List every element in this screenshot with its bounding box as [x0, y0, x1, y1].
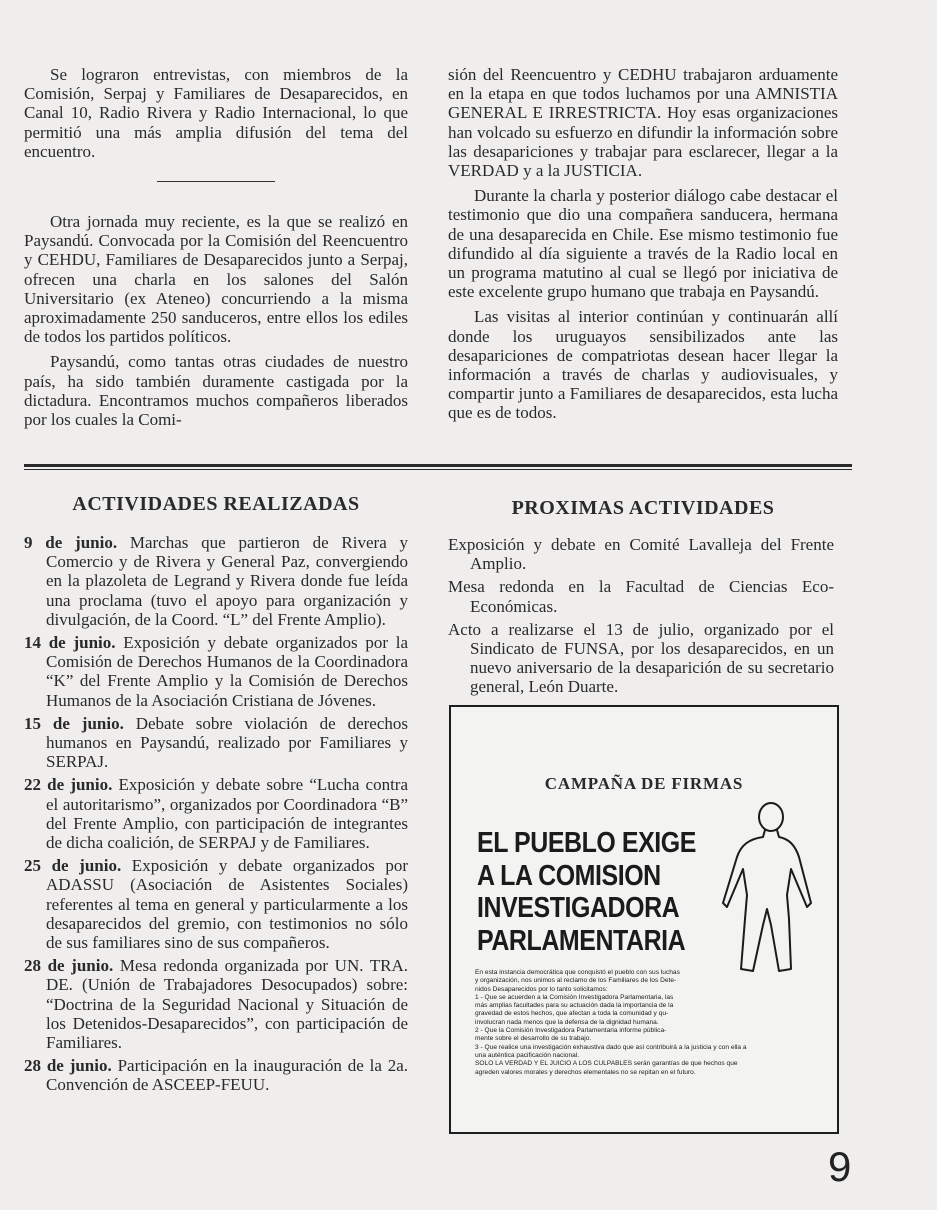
activity-date: 28 de junio.: [24, 956, 114, 976]
petition-line: nidos Desaparecidos por lo tanto solicitamos:: [475, 985, 608, 993]
activity-text: Participación en la inauguración de la 2a. Convención de ASCEEP-FEUU.: [46, 1056, 408, 1095]
petition-line: agreden valores morales y derechos elementales no se repitan en el futuro.: [475, 1068, 696, 1076]
article-paragraph: Las visitas al interior continúan y continuarán allí donde los uruguayos sensibilizados ante las desapariciones de compatriotas desean hacer llegar la información a través de charlas y audiovisuales, y compartir junto a Familiares de desaparecidos, esta lucha que es de todos.: [448, 307, 838, 423]
petition-line: SOLO LA VERDAD Y EL JUICIO A LOS CULPABLES serán garantías de que hechos que: [475, 1060, 738, 1068]
activity-text: Exposición y debate organizados por ADASSU (Asociación de Asistentes Sociales) referentes al tema en general y particularmente a los desaparecidos del gremio, con testimonios no sólo de sus familiares sino de sus compañeros.: [46, 856, 408, 953]
article-column-top-left: [24, 65, 408, 429]
upcoming-activity-item: Mesa redonda en la Facultad de Ciencias Eco-Económicas.: [448, 577, 834, 616]
upcoming-activity-item: Acto a realizarse el 13 de julio, organizado por el Sindicato de FUNSA, por los desaparecidos, en un nuevo aniversario de la desaparición de su secretario general, León Duarte.: [448, 619, 834, 697]
poster-title: CAMPAÑA DE FIRMAS: [544, 774, 744, 793]
human-silhouette-icon: [713, 799, 823, 977]
article-paragraph: sión del Reencuentro y CEDHU trabajaron arduamente en la etapa en que todos luchamos por una AMNISTIA GENERAL E IRRESTRICTA. Hoy esas organizaciones han volcado su esfuerzo en difundir la información sobre las desapariciones y trabajar para esclarecer, llegar a la VERDAD y a la JUSTICIA.: [448, 65, 838, 181]
petition-line: mente sobre el desarrollo de su trabajo.: [475, 1035, 592, 1043]
activity-date: 25 de junio.: [24, 856, 122, 876]
activity-item: [24, 956, 408, 1052]
page-number: 9: [828, 1143, 852, 1190]
headline-line: EL PUEBLO EXIGE: [477, 827, 696, 859]
headline-line: A LA COMISION: [477, 859, 661, 892]
activity-item: [24, 1056, 408, 1094]
activity-date: 22 de junio.: [24, 775, 113, 795]
activity-text: Exposición y debate organizados por la Comisión de Derechos Humanos de la Coordinadora “K” del Frente Amplio y la Comisión de Derechos Humanos de la Asociación Cristiana de Jóvenes.: [46, 633, 408, 710]
article-paragraph: Otra jornada muy reciente, es la que se realizó en Paysandú. Convocada por la Comisión del Reencuentro y CEHDU, Familiares de Desaparecidos junto a Serpaj, ofrecen una charla en los salones del Salón Universitario (ex Ateneo) concurriendo a la misma aproximadamente 250 sanduceros, entre ellos los ediles de todos los partidos políticos.: [24, 212, 408, 347]
petition-line: y organización, nos unimos al reclamo de los Familiares de los Dete-: [475, 977, 677, 985]
activity-date: 14 de junio.: [24, 633, 116, 653]
petition-line: gravedad de estos hechos, que afectan a toda la comunidad y qu-: [475, 1010, 669, 1018]
actividades-realizadas-list: [24, 533, 408, 1099]
activity-item: [24, 775, 408, 852]
horizontal-double-rule: [24, 464, 852, 470]
petition-line: involucran nada menos que la defensa de la dignidad humana.: [475, 1018, 659, 1026]
petition-line: 3 - Que realice una investigación exhaustiva dado que así contribuirá a la justicia y con ella a: [475, 1043, 747, 1051]
activity-text: Exposición y debate sobre “Lucha contra el autoritarismo”, organizados por Coordinadora “B” del Frente Amplio, con participación de integrantes de dicha coalición, de SERPAJ y de Familiares.: [46, 775, 409, 853]
headline-line: PARLAMENTARIA: [477, 924, 686, 957]
activity-item: [24, 533, 408, 629]
petition-line: 2 - Que la Comisión Investigadora Parlamentaria informe pública-: [475, 1027, 667, 1035]
activity-date: 15 de junio.: [24, 713, 124, 733]
poster-petition-text: [475, 969, 815, 1077]
petition-line: En esta instancia democrática que conquistó el pueblo con sus luchas: [475, 969, 680, 976]
proximas-actividades-heading: PROXIMAS ACTIVIDADES: [511, 497, 775, 519]
activity-date: 9 de junio.: [24, 533, 118, 552]
activity-date: 28 de junio.: [24, 1056, 112, 1076]
activity-item: [24, 714, 408, 772]
article-column-top-right: [448, 65, 838, 423]
activity-text: Marchas que partieron de Rivera y Comercio y de Rivera y General Paz, convergiendo en la plazoleta de Legrand y Rivera donde fue leída una proclama (tuvo el apoyo para organización y divulgación, de la Coord. “L” del Frente Amplio).: [46, 533, 409, 629]
activity-item: [24, 856, 408, 952]
actividades-realizadas-heading: ACTIVIDADES REALIZADAS: [72, 493, 360, 515]
article-paragraph: Se lograron entrevistas, con miembros de la Comisión, Serpaj y Familiares de Desaparecidos, en Canal 10, Radio Rivera y Radio Internacional, lo que permitió una más amplia difusión del tema del encuentro.: [24, 65, 408, 161]
article-paragraph: Durante la charla y posterior diálogo cabe destacar el testimonio que dio una compañera sanducera, hermana de una desaparecida en Chile. Ese mismo testimonio fue difundido al día siguiente a través de la Radio local en un programa matutino al cual se llegó por iniciativa de este excelente grupo humano que trabaja en Paysandú.: [448, 186, 838, 302]
activity-item: [24, 633, 408, 710]
activity-text: Debate sobre violación de derechos humanos en Paysandú, realizado por Familiares y SERPAJ.: [46, 713, 408, 772]
upcoming-activity-item: Exposición y debate en Comité Lavalleja del Frente Amplio.: [448, 535, 834, 574]
activity-text: Mesa redonda organizada por UN. TRA. DE. (Unión de Trabajadores Desocupados) sobre: “Doctrina de la Seguridad Nacional y Situación de los Detenidos-Desaparecidos”, con participación de Familiares.: [46, 956, 409, 1053]
petition-line: una auténtica pacificación nacional.: [475, 1051, 580, 1059]
poster-headline: [477, 827, 696, 957]
petition-line: 1 - Que se acuerden a la Comisión Investigadora Parlamentaria, las: [475, 993, 674, 1001]
article-paragraph: Paysandú, como tantas otras ciudades de nuestro país, ha sido también duramente castigada por la dictadura. Encontramos muchos compañeros liberados por los cuales la Comi-: [24, 352, 408, 430]
campaign-poster: [449, 705, 839, 1134]
proximas-actividades-list: [448, 535, 834, 701]
headline-line: INVESTIGADORA: [477, 892, 680, 924]
section-divider: [157, 181, 275, 182]
petition-line: más amplias facultades para su actuación dada la importancia de la: [475, 1002, 674, 1010]
